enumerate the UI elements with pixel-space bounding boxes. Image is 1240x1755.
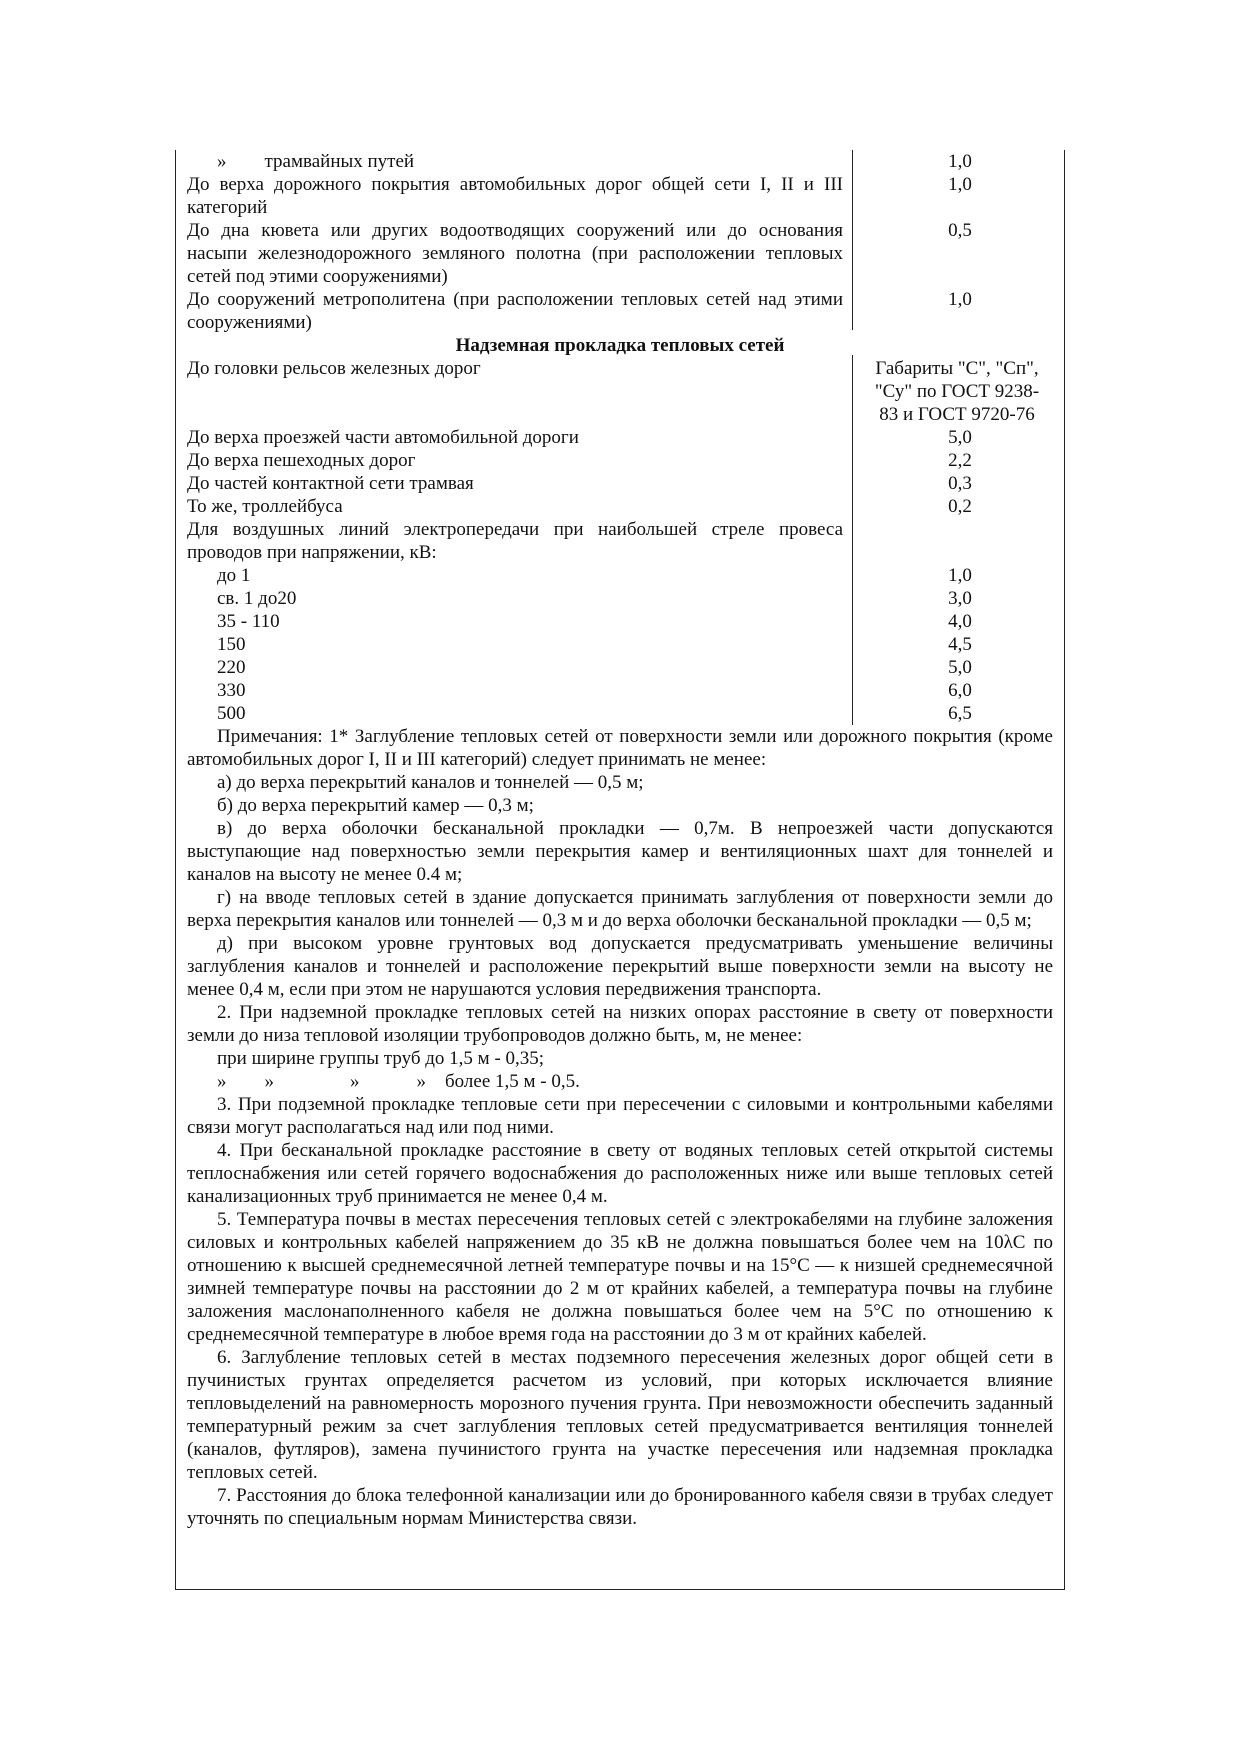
- row-label: То же, троллейбуса: [187, 496, 343, 517]
- row-value: Габариты "С", "Сп", "Су" по ГОСТ 9238-83 и ГОСТ 9720-76: [874, 358, 1040, 425]
- row-value: 1,0: [948, 174, 972, 195]
- note-paragraph: 3. При подземной прокладке тепловые сети при пересечении с силовыми и контрольными кабелями связи могут располагаться над или под ними.: [187, 1094, 1053, 1138]
- notes-block: [187, 725, 1053, 1530]
- table-row: [187, 219, 1053, 288]
- row-label: До сооружений метрополитена (при расположении тепловых сетей над этими сооружениями): [187, 289, 843, 333]
- note-paragraph: 6. Заглубление тепловых сетей в местах подземного пересечения железных дорог общей сети в пучинистых грунтах определяется расчетом из условий, при которых исключается влияние тепловыделений на равномерность морозного пучения грунта. При невозможности обеспечить заданный температурный режим за счет заглубления тепловых сетей предусматривается вентиляция тоннелей (каналов, футляров), замена пучинистого грунта на участке пересечения или надземная прокладка тепловых сетей.: [187, 1347, 1053, 1483]
- row-label: Для воздушных линий электропередачи при наибольшей стреле провеса проводов при напряжении, кВ:: [187, 519, 843, 563]
- row-value: 4,5: [948, 634, 972, 655]
- row-label: 330: [217, 680, 246, 701]
- note-paragraph: 2. При надземной прокладке тепловых сетей на низких опорах расстояние в свету от поверхности земли до низа тепловой изоляции трубопроводов должно быть, м, не менее:: [187, 1002, 1053, 1046]
- table-row: [187, 449, 1053, 472]
- table-row: [187, 426, 1053, 449]
- row-label: До верха дорожного покрытия автомобильных дорог общей сети I, II и III категорий: [187, 174, 843, 218]
- row-value: 1,0: [948, 565, 972, 586]
- table-row: [187, 495, 1053, 518]
- row-label: 35 - 110: [217, 611, 280, 632]
- row-value: 3,0: [948, 588, 972, 609]
- row-label: До головки рельсов железных дорог: [187, 358, 481, 379]
- note-paragraph: а) до верха перекрытий каналов и тоннелей — 0,5 м;: [217, 772, 644, 793]
- note-paragraph: » » » » более 1,5 м - 0,5.: [217, 1071, 580, 1092]
- table-row: [187, 702, 1053, 725]
- row-value: 4,0: [948, 611, 972, 632]
- note-paragraph: 4. При бесканальной прокладке расстояние в свету от водяных тепловых сетей открытой системы теплоснабжения или сетей горячего водоснабжения до расположенных ниже или выше тепловых сетей канализационных труб принимается не менее 0,4 м.: [187, 1140, 1053, 1207]
- row-label: до 1: [217, 565, 251, 586]
- row-label: 500: [217, 703, 246, 724]
- row-label: 220: [217, 657, 246, 678]
- row-value: 6,0: [948, 680, 972, 701]
- row-label: 150: [217, 634, 246, 655]
- row-label: До дна кювета или других водоотводящих сооружений или до основания насыпи железнодорожного земляного полотна (при расположении тепловых сетей под этими сооружениями): [187, 220, 843, 287]
- section-title: Надземная прокладка тепловых сетей: [455, 335, 785, 356]
- note-paragraph: в) до верха оболочки бесканальной прокладки — 0,7м. В непроезжей части допускаются выступающие над поверхностью земли перекрытия камер и вентиляционных шахт для тоннелей и каналов на высоту не менее 0.4 м;: [187, 818, 1053, 885]
- table-row: [187, 357, 1053, 425]
- row-value: 6,5: [948, 703, 972, 724]
- table-row: [187, 679, 1053, 702]
- row-value: 1,0: [948, 289, 972, 310]
- table-row: [187, 288, 1053, 334]
- note-paragraph: 5. Температура почвы в местах пересечения тепловых сетей с электрокабелями на глубине заложения силовых и контрольных кабелей напряжением до 35 кВ не должна повышаться более чем на 10λС по отношению к высшей среднемесячной летней температуре почвы и на 15°С — к низшей среднемесячной зимней температуре почвы на расстоянии до 2 м от крайних кабелей, а температура почвы на глубине заложения маслонаполненного кабеля не должна повышаться более чем на 5°С по отношению к среднемесячной температуре в любое время года на расстоянии до 3 м от крайних кабелей.: [187, 1209, 1053, 1345]
- note-paragraph: при ширине группы труб до 1,5 м - 0,35;: [217, 1048, 545, 1069]
- table-row: [187, 656, 1053, 679]
- row-label: » трамвайных путей: [217, 151, 415, 172]
- note-paragraph: 7. Расстояния до блока телефонной канализации или до бронированного кабеля связи в трубах следует уточнять по специальным нормам Министерства связи.: [187, 1485, 1053, 1529]
- row-label: До верха проезжей части автомобильной дороги: [187, 427, 579, 448]
- row-value: 0,5: [948, 220, 972, 241]
- note-paragraph: г) на вводе тепловых сетей в здание допускается принимать заглубления от поверхности земли до верха перекрытия каналов или тоннелей — 0,3 м и до верха оболочки бесканальной прокладки — 0,5 м;: [187, 887, 1053, 931]
- table-row: [187, 518, 1053, 564]
- table-row: [187, 633, 1053, 656]
- table-row: [187, 472, 1053, 495]
- table-row: [187, 610, 1053, 633]
- table-row: [187, 564, 1053, 587]
- table-row: [187, 587, 1053, 610]
- table-row: [187, 173, 1053, 219]
- row-label: До верха пешеходных дорог: [187, 450, 416, 471]
- row-value: 5,0: [948, 657, 972, 678]
- row-value: 0,2: [948, 496, 972, 517]
- row-label: До частей контактной сети трамвая: [187, 473, 474, 494]
- row-value: 5,0: [948, 427, 972, 448]
- note-paragraph: Примечания: 1* Заглубление тепловых сетей от поверхности земли или дорожного покрытия (кроме автомобильных дорог I, II и III категорий) следует принимать не менее:: [187, 726, 1053, 770]
- table-row: [187, 150, 1053, 173]
- row-value: 0,3: [948, 473, 972, 494]
- row-label: св. 1 до20: [217, 588, 297, 609]
- note-paragraph: д) при высоком уровне грунтовых вод допускается предусматривать уменьшение величины заглубления каналов и тоннелей и расположение перекрытий выше поверхности земли на высоту не менее 0,4 м, если при этом не нарушаются условия передвижения транспорта.: [187, 933, 1053, 1000]
- row-value: 2,2: [948, 450, 972, 471]
- row-value: 1,0: [948, 151, 972, 172]
- note-paragraph: б) до верха перекрытий камер — 0,3 м;: [217, 795, 534, 816]
